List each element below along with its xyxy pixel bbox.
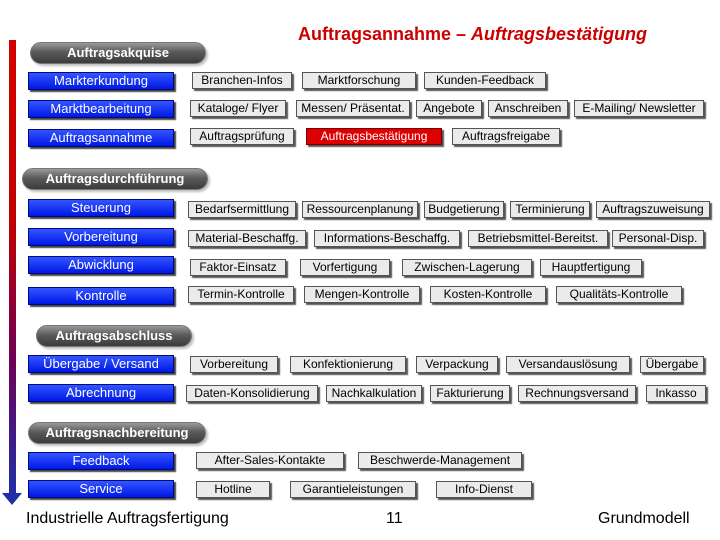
item-budgetierung[interactable]: Budgetierung — [424, 201, 504, 218]
item-bedarfsermittlung[interactable]: Bedarfsermittlung — [188, 201, 296, 218]
item-versandausloesung[interactable]: Versandauslösung — [506, 356, 630, 373]
row-label-auftragsannahme[interactable]: Auftragsannahme — [28, 129, 174, 147]
item-anschreiben[interactable]: Anschreiben — [488, 100, 568, 117]
item-inkasso[interactable]: Inkasso — [646, 385, 706, 402]
item-daten-konsolidierung[interactable]: Daten-Konsolidierung — [186, 385, 318, 402]
item-auftragspruefung[interactable]: Auftragsprüfung — [190, 128, 294, 145]
item-nachkalkulation[interactable]: Nachkalkulation — [326, 385, 422, 402]
item-mengen-kontrolle[interactable]: Mengen-Kontrolle — [304, 286, 420, 303]
row-label-steuerung[interactable]: Steuerung — [28, 199, 174, 217]
section-auftragsnachbereitung: Auftragsnachbereitung — [28, 422, 206, 444]
footer-right: Grundmodell — [598, 510, 690, 527]
item-betriebsmittel-bereitst[interactable]: Betriebsmittel-Bereitst. — [468, 230, 608, 247]
row-label-marktbearbeitung[interactable]: Marktbearbeitung — [28, 100, 174, 118]
title-main: Auftragsannahme – — [298, 24, 472, 44]
process-arrow-line — [9, 40, 16, 495]
row-label-vorbereitung[interactable]: Vorbereitung — [28, 228, 174, 246]
item-material-beschaffg[interactable]: Material-Beschaffg. — [188, 230, 306, 247]
item-branchen-infos[interactable]: Branchen-Infos — [192, 72, 292, 89]
item-marktforschung[interactable]: Marktforschung — [302, 72, 416, 89]
item-after-sales-kontakte[interactable]: After-Sales-Kontakte — [196, 452, 344, 469]
item-uebergabe[interactable]: Übergabe — [640, 356, 704, 373]
row-label-service[interactable]: Service — [28, 480, 174, 498]
item-rechnungsversand[interactable]: Rechnungsversand — [518, 385, 636, 402]
item-informations-beschaffg[interactable]: Informations-Beschaffg. — [314, 230, 460, 247]
item-hauptfertigung[interactable]: Hauptfertigung — [540, 259, 642, 276]
title-italic: Auftragsbestätigung — [471, 24, 648, 44]
row-label-abwicklung[interactable]: Abwicklung — [28, 256, 174, 274]
item-beschwerde-management[interactable]: Beschwerde-Management — [358, 452, 522, 469]
item-verpackung[interactable]: Verpackung — [416, 356, 498, 373]
item-ressourcenplanung[interactable]: Ressourcenplanung — [302, 201, 418, 218]
section-auftragsabschluss: Auftragsabschluss — [36, 325, 192, 347]
item-kataloge-flyer[interactable]: Kataloge/ Flyer — [190, 100, 286, 117]
item-garantieleistungen[interactable]: Garantieleistungen — [290, 481, 416, 498]
item-messen-praesentat[interactable]: Messen/ Präsentat. — [296, 100, 410, 117]
item-vorbereitung[interactable]: Vorbereitung — [190, 356, 278, 373]
item-kosten-kontrolle[interactable]: Kosten-Kontrolle — [430, 286, 546, 303]
row-label-markterkundung[interactable]: Markterkundung — [28, 72, 174, 90]
item-faktor-einsatz[interactable]: Faktor-Einsatz — [190, 259, 286, 276]
item-terminierung[interactable]: Terminierung — [510, 201, 590, 218]
page-title — [298, 24, 647, 45]
item-fakturierung[interactable]: Fakturierung — [430, 385, 510, 402]
item-zwischen-lagerung[interactable]: Zwischen-Lagerung — [402, 259, 532, 276]
row-label-feedback[interactable]: Feedback — [28, 452, 174, 470]
item-termin-kontrolle[interactable]: Termin-Kontrolle — [188, 286, 294, 303]
item-emailing-newsletter[interactable]: E-Mailing/ Newsletter — [574, 100, 704, 117]
section-auftragsakquise: Auftragsakquise — [30, 42, 206, 64]
row-label-kontrolle[interactable]: Kontrolle — [28, 287, 174, 305]
item-auftragsbestaetigung[interactable]: Auftragsbestätigung — [306, 128, 442, 145]
row-label-abrechnung[interactable]: Abrechnung — [28, 384, 174, 402]
item-auftragszuweisung[interactable]: Auftragszuweisung — [596, 201, 710, 218]
item-personal-disp[interactable]: Personal-Disp. — [612, 230, 704, 247]
row-label-uebergabe-versand[interactable]: Übergabe / Versand — [28, 355, 174, 373]
footer-page-number: 11 — [386, 510, 403, 527]
item-angebote[interactable]: Angebote — [416, 100, 482, 117]
section-auftragsdurchfuehrung: Auftragsdurchführung — [22, 168, 208, 190]
item-auftragsfreigabe[interactable]: Auftragsfreigabe — [452, 128, 560, 145]
item-vorfertigung[interactable]: Vorfertigung — [300, 259, 390, 276]
item-qualitaets-kontrolle[interactable]: Qualitäts-Kontrolle — [556, 286, 682, 303]
item-hotline[interactable]: Hotline — [196, 481, 270, 498]
item-konfektionierung[interactable]: Konfektionierung — [290, 356, 406, 373]
item-kunden-feedback[interactable]: Kunden-Feedback — [424, 72, 546, 89]
item-info-dienst[interactable]: Info-Dienst — [436, 481, 532, 498]
footer-left: Industrielle Auftragsfertigung — [26, 510, 229, 527]
process-arrow-head-icon — [2, 493, 22, 505]
